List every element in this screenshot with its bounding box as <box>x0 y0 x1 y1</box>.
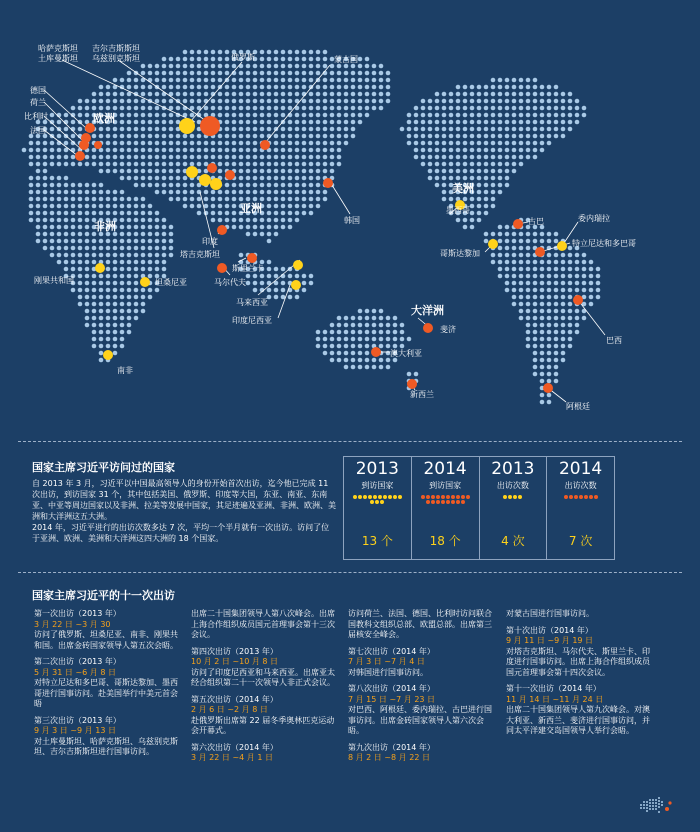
stat-dot <box>426 495 430 499</box>
stat-dot <box>388 495 392 499</box>
trip-description: 对塔吉克斯坦、马尔代夫、斯里兰卡、印度进行国事访问。出席上海合作组织成员国元首理事会第十四次会议。 <box>506 646 650 677</box>
summary-paragraph-2: 2014 年，习近平进行的出访次数多达 7 次，平均一个半月就有一次出访。访问了位于亚洲、欧洲、美洲和大洋洲这四大洲的 18 个国家。 <box>32 523 330 543</box>
marker-venezuela <box>535 247 545 257</box>
stat-dot <box>456 495 460 499</box>
label-turkmenistan: 土库曼斯坦 <box>38 54 78 63</box>
marker-tajikistan <box>225 170 235 180</box>
trip-heading: 第二次出访（2013 年） <box>34 657 121 666</box>
stat-card <box>547 457 614 559</box>
marker-costa-rica <box>488 239 498 249</box>
trip-dates: 11 月 14 日 ~11 月 24 日 <box>506 694 604 704</box>
stat-year: 2013 <box>355 459 399 479</box>
stat-dot <box>513 495 517 499</box>
trip-entry <box>348 684 498 737</box>
trip-heading: 第五次出访（2014 年） <box>191 694 278 704</box>
label-tanzania: 坦桑尼亚 <box>155 278 187 287</box>
trip-description: 对韩国进行国事访问。 <box>348 667 428 677</box>
marker-mongolia <box>260 140 270 150</box>
stat-dot <box>451 500 455 504</box>
marker-sri-lanka <box>247 253 257 263</box>
trip-description: 对巴西、阿根廷、委内瑞拉、古巴进行国事访问。出席金砖国家领导人第六次会晤。 <box>348 705 492 735</box>
marker-tajikistan-2 <box>207 163 217 173</box>
stat-card <box>344 457 412 559</box>
label-malaysia: 马来西亚 <box>236 298 268 307</box>
marker-cuba <box>513 219 523 229</box>
stat-dot <box>383 495 387 499</box>
label-mongolia: 蒙古国 <box>334 55 358 64</box>
trip-dates: 7 月 15 日 ~7 月 23 日 <box>348 694 436 704</box>
trip-dates: 9 月 3 日 ~9 月 13 日 <box>34 726 116 735</box>
stat-card <box>480 457 548 559</box>
stat-label: 到访国家 <box>361 481 394 490</box>
label-argentina: 阿根廷 <box>566 402 590 411</box>
trip-description: 赴俄罗斯出席第 22 届冬季奥林匹克运动会开幕式。 <box>191 715 335 735</box>
label-costa-rica: 哥斯达黎加 <box>440 249 480 258</box>
marker-france-2 <box>94 141 102 149</box>
divider-top <box>18 441 682 442</box>
label-netherlands: 荷兰 <box>30 98 46 107</box>
australia-logo-icon <box>636 792 676 816</box>
trip-entry <box>34 657 184 710</box>
trip-heading: 第八次出访（2014 年） <box>348 684 435 693</box>
trip-dates: 7 月 3 日 ~7 月 4 日 <box>348 657 425 666</box>
marker-malaysia <box>293 260 303 270</box>
stat-dot <box>378 495 382 499</box>
marker-maldives <box>217 263 227 273</box>
stat-dot <box>441 495 445 499</box>
stat-label: 出访次数 <box>564 481 597 490</box>
stat-dots <box>420 495 470 504</box>
stat-dots <box>556 495 606 499</box>
divider-middle <box>18 572 682 573</box>
trip-dates: 3 月 22 日 ~3 月 30 <box>34 619 111 629</box>
trip-heading: 第十一次出访（2014 年） <box>506 684 601 693</box>
stat-dot <box>393 495 397 499</box>
stat-dot <box>461 500 465 504</box>
trip-description: 访问了印度尼西亚和马来西亚。出席亚太经合组织第二十一次领导人非正式会议。 <box>191 667 335 687</box>
stat-dot <box>368 495 372 499</box>
trip-dates: 5 月 31 日 ~6 月 8 日 <box>34 667 116 677</box>
marker-uzbekistan <box>186 166 198 178</box>
marker-kyrgyzstan <box>199 174 211 186</box>
stat-dot <box>446 495 450 499</box>
stat-dot <box>436 495 440 499</box>
trip-entry <box>191 609 341 641</box>
label-australia: 澳大利亚 <box>390 349 422 358</box>
stat-dot <box>353 495 357 499</box>
trip-entry <box>348 743 498 764</box>
marker-india <box>217 225 227 235</box>
label-cuba: 古巴 <box>528 217 544 226</box>
marker-kazakhstan <box>179 118 195 134</box>
stat-dot <box>431 500 435 504</box>
trip-dates: 10 月 2 日 ~10 月 8 日 <box>191 657 279 666</box>
label-brazil: 巴西 <box>606 336 622 345</box>
trip-dates: 3 月 22 日 ~4 月 1 日 <box>191 753 273 762</box>
label-tajikistan: 塔吉克斯坦 <box>180 250 220 259</box>
marker-brazil <box>573 295 583 305</box>
label-uzbekistan: 乌兹别克斯坦 <box>92 54 140 63</box>
trip-entry <box>506 684 656 737</box>
marker-australia <box>371 347 381 357</box>
marker-korea <box>323 178 333 188</box>
continent-europe: 欧洲 <box>93 112 115 125</box>
trip-heading: 第六次出访（2014 年） <box>191 742 278 752</box>
trip-entry <box>506 609 656 620</box>
stat-dot <box>446 500 450 504</box>
marker-tanzania <box>140 277 150 287</box>
marker-turkmenistan <box>210 178 222 190</box>
trips-column <box>506 609 656 743</box>
continent-africa: 非洲 <box>94 220 116 233</box>
trip-description: 对土库曼斯坦、哈萨克斯坦、乌兹别克斯坦、吉尔吉斯斯坦进行国事访问。 <box>34 736 178 756</box>
stat-dot <box>574 495 578 499</box>
trip-entry <box>34 609 184 651</box>
trip-entry <box>506 626 656 679</box>
stat-dot <box>370 500 374 504</box>
stat-dot <box>436 500 440 504</box>
trips-column <box>348 609 498 770</box>
stat-dot <box>584 495 588 499</box>
label-indonesia: 印度尼西亚 <box>232 316 272 325</box>
trip-dates: 2 月 6 日 ~2 月 8 日 <box>191 705 268 714</box>
marker-russia <box>200 116 220 136</box>
trips-column <box>34 609 184 764</box>
continent-oceania: 大洋洲 <box>411 304 444 317</box>
stat-label: 出访次数 <box>496 481 529 490</box>
trip-description: 出席二十国集团领导人第八次峰会。出席上海合作组织成员国元首理事会第十三次会议。 <box>191 609 335 639</box>
stat-dot <box>398 495 402 499</box>
stat-dot <box>564 495 568 499</box>
label-kazakhstan: 哈萨克斯坦 <box>38 44 78 53</box>
trips-title: 国家主席习近平的十一次出访 <box>32 589 175 602</box>
label-india: 印度 <box>202 237 218 246</box>
marker-france <box>75 151 85 161</box>
marker-congo <box>95 263 105 273</box>
stat-dot <box>451 495 455 499</box>
trip-entry <box>34 716 184 758</box>
label-new-zealand: 新西兰 <box>410 390 434 399</box>
marker-fiji <box>423 323 433 333</box>
trip-heading: 第一次出访（2013 年） <box>34 609 121 618</box>
trip-description: 对特立尼达和多巴哥、哥斯达黎加、墨西哥进行国事访问。赴美国举行中美元首会晤 <box>34 678 178 708</box>
trip-description: 对蒙古国进行国事访问。 <box>506 609 594 618</box>
stat-dot <box>380 500 384 504</box>
stat-year: 2013 <box>491 459 535 479</box>
label-maldives: 马尔代夫 <box>214 278 246 287</box>
stat-dot <box>594 495 598 499</box>
stat-dot <box>579 495 583 499</box>
label-venezuela: 委内瑞拉 <box>578 214 610 223</box>
stat-dot <box>373 495 377 499</box>
stats-panel <box>343 456 615 560</box>
label-sri-lanka: 斯里兰卡 <box>232 264 264 273</box>
label-france: 法国 <box>30 126 46 135</box>
stat-dot <box>569 495 573 499</box>
marker-new-zealand <box>407 379 417 389</box>
stat-value: 7 次 <box>568 534 593 548</box>
trip-description: 访问荷兰、法国、德国、比利时访问联合国教科文组织总部、欧盟总部。出席第三届核安全峰会。 <box>348 609 492 639</box>
stat-dot <box>431 495 435 499</box>
stat-dot <box>363 495 367 499</box>
marker-indonesia <box>291 280 301 290</box>
label-fiji: 斐济 <box>440 325 456 334</box>
stat-dot <box>589 495 593 499</box>
trip-description: 出席二十国集团领导人第九次峰会。对澳大利亚、新西兰、斐济进行国事访问，并同太平洋建交岛国领导人举行会晤。 <box>506 705 650 735</box>
label-belgium: 比利时 <box>24 112 48 121</box>
label-trinidad: 特立尼达和多巴哥 <box>572 239 636 248</box>
stat-dot <box>375 500 379 504</box>
summary-title: 国家主席习近平访问过的国家 <box>32 461 175 474</box>
stat-dot <box>461 495 465 499</box>
label-russia: 俄罗斯 <box>231 53 255 62</box>
marker-argentina <box>543 383 553 393</box>
stat-value: 13 个 <box>361 534 393 548</box>
trip-entry <box>348 609 498 641</box>
summary-paragraph-1: 自 2013 年 3 月，习近平以中国最高领导人的身份开始首次出访，迄今他已完成 11 次出访，到访国家 31 个，其中包括美国、俄罗斯、印度等大国，东亚、南亚、东南亚、中亚等周边国家以及非洲、拉美等发展中国家，其足迹遍及亚洲、非洲、欧洲、美洲和大洋洲这五大洲。 <box>32 479 336 521</box>
stat-dot <box>518 495 522 499</box>
label-south-africa: 南非 <box>117 366 133 375</box>
label-germany: 德国 <box>30 86 46 95</box>
label-korea: 韩国 <box>344 216 360 225</box>
trip-entry <box>191 647 341 689</box>
stat-dot <box>421 495 425 499</box>
stat-dots <box>488 495 538 499</box>
summary-intro <box>32 478 337 544</box>
trip-description: 访问了俄罗斯、坦桑尼亚、南非、刚果共和国。出席金砖国家领导人第五次会晤。 <box>34 630 178 650</box>
stat-dot <box>508 495 512 499</box>
stat-dots <box>352 495 402 504</box>
marker-south-africa <box>103 350 113 360</box>
trip-heading: 第十次出访（2014 年） <box>506 625 593 635</box>
stat-dot <box>441 500 445 504</box>
stat-year: 2014 <box>558 459 603 479</box>
label-mexico: 墨西哥 <box>446 206 470 215</box>
continent-asia: 亚洲 <box>240 202 262 215</box>
trip-heading: 第七次出访（2014 年） <box>348 646 435 656</box>
stat-value: 4 次 <box>501 534 525 548</box>
continent-americas: 美洲 <box>452 182 474 195</box>
stat-dot <box>503 495 507 499</box>
trip-entry <box>191 695 341 737</box>
trip-entry <box>191 743 341 764</box>
stat-year: 2014 <box>423 459 467 479</box>
marker-trinidad <box>557 241 567 251</box>
stat-dot <box>456 500 460 504</box>
stat-dot <box>466 495 470 499</box>
trip-heading: 第三次出访（2013 年） <box>34 715 121 725</box>
label-kyrgyzstan: 吉尔吉斯斯坦 <box>92 44 140 53</box>
marker-belgium <box>79 140 89 150</box>
trip-heading: 第四次出访（2013 年） <box>191 646 278 656</box>
stat-dot <box>426 500 430 504</box>
trip-dates: 8 月 2 日 ~8 月 22 日 <box>348 753 430 762</box>
stat-label: 到访国家 <box>429 481 462 490</box>
stat-card <box>412 457 480 559</box>
trips-column <box>191 609 341 770</box>
trip-entry <box>348 647 498 679</box>
stat-value: 18 个 <box>429 534 461 548</box>
trip-heading: 第九次出访（2014 年） <box>348 742 435 752</box>
stat-dot <box>358 495 362 499</box>
leader-lines <box>44 60 605 402</box>
label-congo: 刚果共和国 <box>34 276 74 285</box>
trip-dates: 9 月 11 日 ~9 月 19 日 <box>506 636 594 645</box>
